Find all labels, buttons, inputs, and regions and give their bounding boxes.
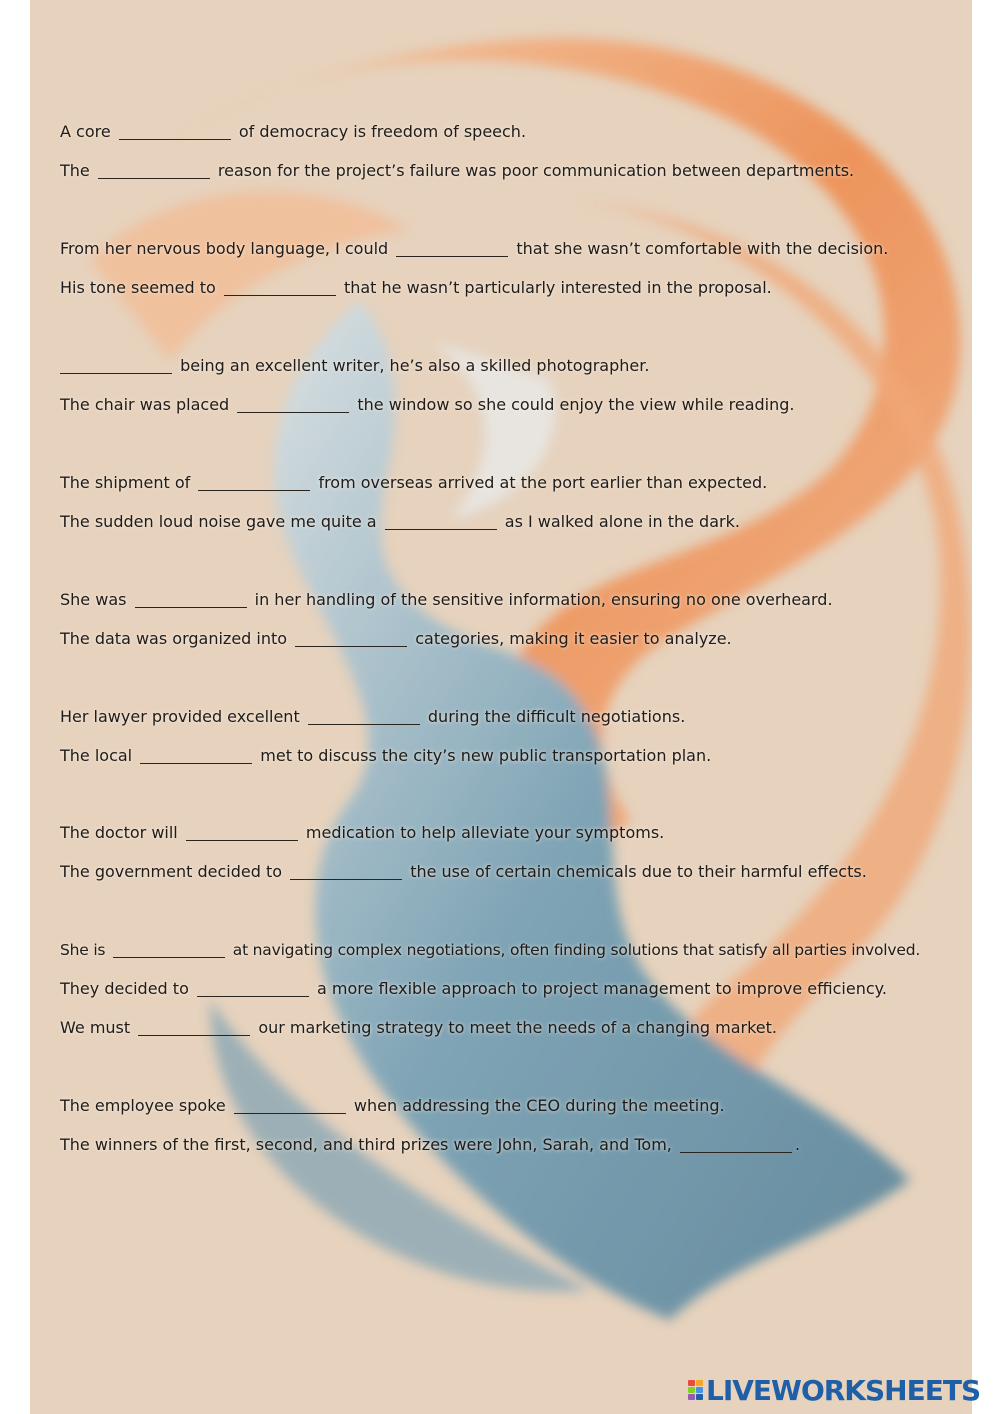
sentence-6 xyxy=(60,394,795,416)
sentence-11 xyxy=(60,706,685,728)
sentence-text-after: our marketing strategy to meet the needs of a changing market. xyxy=(253,1018,778,1037)
sentence-text-before: The shipment of xyxy=(60,473,196,492)
answer-blank[interactable] xyxy=(198,475,310,491)
sentence-text-after: during the difficult negotiations. xyxy=(422,707,686,726)
answer-blank[interactable] xyxy=(290,864,402,880)
sentence-text-before: His tone seemed to xyxy=(60,278,221,297)
sentence-1 xyxy=(60,121,526,143)
sentence-14 xyxy=(60,861,867,883)
answer-blank[interactable] xyxy=(385,514,497,530)
sentence-18 xyxy=(60,1095,725,1117)
sentence-text-after: that he wasn’t particularly interested in the proposal. xyxy=(338,278,772,297)
sentence-19 xyxy=(60,1134,800,1156)
sentence-text-before: The employee spoke xyxy=(60,1096,231,1115)
answer-blank[interactable] xyxy=(197,981,309,997)
answer-blank[interactable] xyxy=(237,397,349,413)
sentence-text-after: a more flexible approach to project management to improve efficiency. xyxy=(311,979,887,998)
worksheet-page xyxy=(30,0,972,1414)
sentence-5 xyxy=(60,355,649,377)
answer-blank[interactable] xyxy=(186,825,298,841)
sentence-text-before: The government decided to xyxy=(60,862,288,881)
answer-blank[interactable] xyxy=(60,358,172,374)
sentence-text-before: The sudden loud noise gave me quite a xyxy=(60,512,382,531)
sentence-15 xyxy=(60,939,920,961)
answer-blank[interactable] xyxy=(140,748,252,764)
sentence-text-after: reason for the project’s failure was poor communication between departments. xyxy=(212,161,855,180)
sentence-text-before: The winners of the first, second, and third prizes were John, Sarah, and Tom, xyxy=(60,1135,677,1154)
sentence-text-after: as I walked alone in the dark. xyxy=(499,512,740,531)
sentence-8 xyxy=(60,511,740,533)
liveworksheets-logo xyxy=(688,1374,980,1406)
sentence-16 xyxy=(60,978,887,1000)
sentence-text-before: The local xyxy=(60,746,138,765)
sentence-text-after: . xyxy=(794,1135,801,1154)
answer-blank[interactable] xyxy=(396,241,508,257)
answer-blank[interactable] xyxy=(119,124,231,140)
sentence-9 xyxy=(60,589,833,611)
sentence-text-after: medication to help alleviate your symptoms. xyxy=(300,823,665,842)
sentence-text-before: She was xyxy=(60,590,132,609)
sentence-text-after: categories, making it easier to analyze. xyxy=(410,629,732,648)
liveworksheets-brand-text: LIVEWORKSHEETS xyxy=(706,1373,981,1407)
answer-blank[interactable] xyxy=(234,1098,346,1114)
answer-blank[interactable] xyxy=(113,942,225,958)
sentence-text-before: The chair was placed xyxy=(60,395,235,414)
sentence-2 xyxy=(60,160,854,182)
sentence-text-before: A core xyxy=(60,122,116,141)
sentence-text-after: met to discuss the city’s new public transportation plan. xyxy=(255,746,712,765)
sentence-text-before: We must xyxy=(60,1018,136,1037)
sentence-text-after: being an excellent writer, he’s also a skilled photographer. xyxy=(175,356,650,375)
sentence-text-after: the use of certain chemicals due to their harmful effects. xyxy=(405,862,867,881)
sentence-text-before: The data was organized into xyxy=(60,629,293,648)
sentence-text-before: The xyxy=(60,161,95,180)
answer-blank[interactable] xyxy=(98,163,210,179)
sentence-12 xyxy=(60,745,711,767)
answer-blank[interactable] xyxy=(295,631,407,647)
sentence-7 xyxy=(60,472,767,494)
answer-blank[interactable] xyxy=(135,592,247,608)
sentence-text-after: when addressing the CEO during the meeting. xyxy=(348,1096,725,1115)
answer-blank[interactable] xyxy=(224,280,336,296)
sentence-text-after: the window so she could enjoy the view while reading. xyxy=(352,395,795,414)
sentence-17 xyxy=(60,1017,777,1039)
answer-blank[interactable] xyxy=(308,709,420,725)
liveworksheets-logo-icon xyxy=(688,1380,703,1400)
sentence-text-before: She is xyxy=(60,941,111,959)
sentence-3 xyxy=(60,238,888,260)
answer-blank[interactable] xyxy=(138,1020,250,1036)
sentence-text-before: They decided to xyxy=(60,979,194,998)
sentence-text-after: at navigating complex negotiations, often finding solutions that satisfy all parties involved. xyxy=(228,941,921,959)
sentence-4 xyxy=(60,277,772,299)
sentence-10 xyxy=(60,628,732,650)
sentence-text-after: in her handling of the sensitive information, ensuring no one overheard. xyxy=(249,590,833,609)
sentence-13 xyxy=(60,822,664,844)
sentence-text-after: of democracy is freedom of speech. xyxy=(233,122,527,141)
sentence-text-before: The doctor will xyxy=(60,823,183,842)
sentence-text-after: from overseas arrived at the port earlier than expected. xyxy=(313,473,768,492)
sentence-text-before: From her nervous body language, I could xyxy=(60,239,394,258)
sentence-text-after: that she wasn’t comfortable with the decision. xyxy=(511,239,889,258)
sentence-text-before: Her lawyer provided excellent xyxy=(60,707,305,726)
answer-blank[interactable] xyxy=(680,1137,792,1153)
